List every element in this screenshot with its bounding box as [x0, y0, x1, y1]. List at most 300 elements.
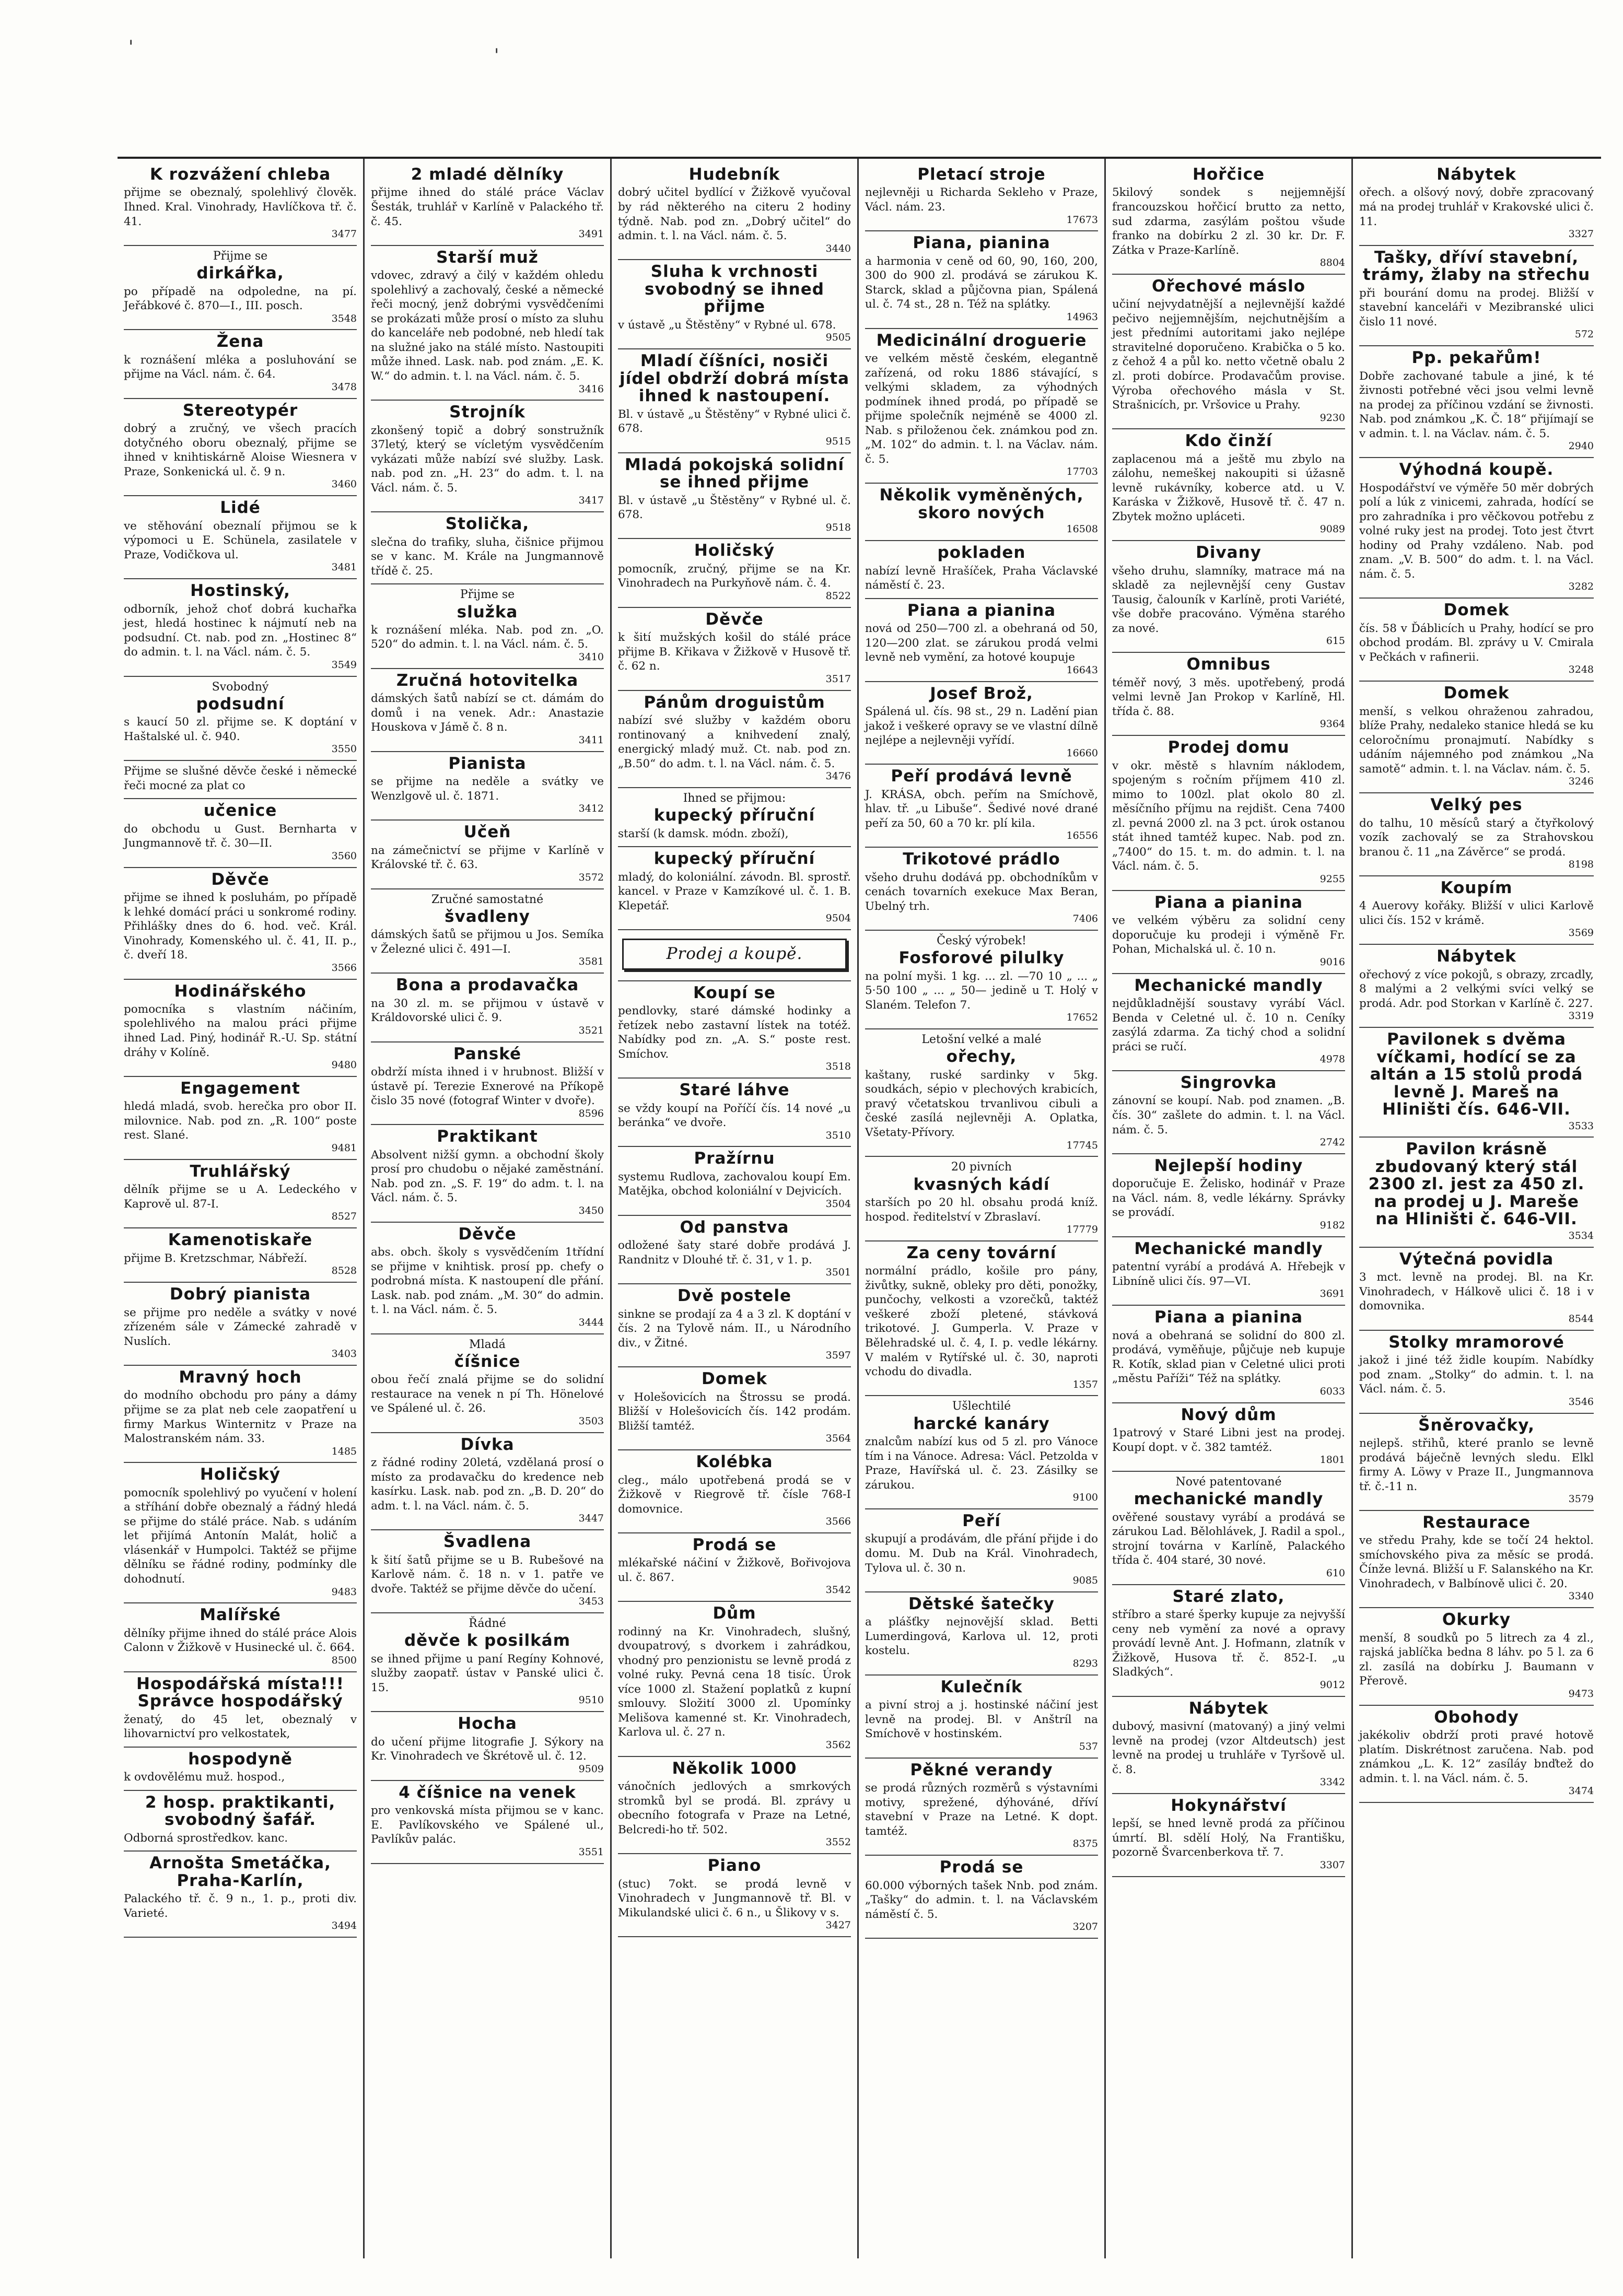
ad-code: 3551	[578, 1846, 604, 1858]
ad-body: na polní myši. 1 kg. ... zl. —70 10 „ ... „ 5·50 100 „ ... „ 50— jedině u T. Holý v Slaném. Telefon 7.	[865, 969, 1098, 1012]
ad-body: Bl. v ústavě „u Štěstěny“ v Rybné ul. č. 678.	[618, 494, 851, 522]
ad-code: 3410	[578, 651, 604, 663]
ad-title: Bona a prodavačka	[395, 976, 579, 995]
ad-intro: Český výrobek!	[937, 934, 1026, 948]
ad-code: 8596	[578, 1107, 604, 1119]
ad-code: 9089	[1320, 523, 1345, 535]
ad-code: 8198	[1568, 859, 1594, 871]
ad-code: 1357	[1072, 1378, 1098, 1390]
classified-ad	[1359, 1248, 1594, 1331]
ad-code: 3548	[331, 312, 357, 324]
ad-title: Divany	[1196, 543, 1262, 563]
ad-title: Truhlářský	[190, 1162, 291, 1181]
ad-body: zkonšený topič a dobrý sonstružník 37letý, který se vícletým vysvědčením vykázati může nabízí své služby. Lask. nab. pod zn. „H. 23“ do adm. t. l. na Václ. nám. č. 5.	[371, 424, 604, 495]
ad-code: 8804	[1320, 257, 1345, 269]
ad-title: Hudebník	[688, 165, 780, 184]
ad-code: 3460	[331, 478, 357, 490]
ad-body: znalcům nabízí kus od 5 zl. pro Vánoce tím i na Vánoce. Adresa: Václ. Petzolda v Praze, Havířská ul. č. 23. Zásilky se zárukou.	[865, 1435, 1098, 1492]
classified-ad	[124, 1077, 357, 1160]
classified-ad	[618, 608, 851, 691]
classified-ad	[124, 399, 357, 496]
ad-title: Okurky	[1442, 1610, 1511, 1630]
ad-body: všeho druhu, slamníky, matrace má na skladě za nejlevnější ceny Gustav Tausig, čalouník v Karlíně, proti Variété, vše dobře pracováno. Výměna starého za nové.	[1112, 564, 1345, 635]
classified-ad	[371, 974, 604, 1042]
ad-body: hledá mladá, svob. herečka pro obor II. milovnice. Nab. pod zn. „R. 100“ poste rest. Slané.	[124, 1100, 357, 1142]
ad-body: přijme se obeznalý, spolehlivý člověk. Ihned. Kral. Vinohrady, Havlíčkova tř. č. 41.	[124, 186, 357, 228]
classified-ad	[1112, 541, 1345, 653]
ad-code: 3501	[825, 1267, 851, 1279]
classified-ad	[618, 1216, 851, 1284]
classified-ad	[1112, 275, 1345, 429]
ad-title: Pavilonek s dvěma víčkami, hodící se za altán a 15 stolů prodá levně J. Mareš na Hliništi čís. 646-VII.	[1370, 1030, 1583, 1119]
ad-title: Omnibus	[1186, 655, 1271, 674]
ad-code: 3411	[578, 734, 604, 746]
classified-ad	[618, 847, 851, 930]
ad-title: Výtečná povidla	[1399, 1249, 1554, 1269]
ad-code: 2940	[1568, 440, 1594, 452]
ad-code: 3282	[1568, 581, 1594, 593]
ad-body: a harmonia v ceně od 60, 90, 160, 200, 300 do 900 zl. prodává se zárukou K. Starck, sklad a půjčovna pian, Spálená ul. č. 74 st., 28 n. Též na splátky.	[865, 254, 1098, 311]
ad-title: pokladen	[937, 543, 1026, 563]
classified-ad	[865, 1592, 1098, 1676]
ad-body: vdovec, zdravý a čilý v každém ohledu spolehlivý a zachovalý, české a německé řeči mocný, jenž dobrými vysvědčeními se prokázati může prosí o místo za sluhu do kanceláře neb podobné, neb hledí tak na služné jako na stálé místo. Nastoupiti může ihned. Lask. nab. pod znám. „E. K. W.“ do admin. t. l. na Václ. nám. č. 5.	[371, 269, 604, 383]
ad-title: Mladá pokojská solidní se ihned přijme	[624, 455, 845, 492]
ad-body: jakékoliv obdrží proti pravé hotově platím. Diskrétnost zaručena. Nab. pod známkou „L. K. 12“ zasíláy bnďtež do admin. t. l. na Václ. nám. č. 5.	[1359, 1729, 1594, 1785]
ad-title: Učeň	[463, 823, 511, 842]
ad-body: Hospodářství ve výměře 50 měr dobrých polí a lúk z vinicemi, zahrada, hodící se pro zahradníka i pro věčkovou potřebu z volné ruky jest na prodej. Toto jest čtvrt hodiny od Prahy vzdáleno. Nab. pod znam. „V. B. 500“ do adm. t. l. na Václ. nám. č. 5.	[1359, 481, 1594, 581]
classified-ad	[1112, 1237, 1345, 1306]
ad-body: systemu Rudlova, zachovalou koupí Em. Matějka, obchod koloniální v Dejvicích.	[618, 1170, 851, 1198]
ad-body: se přijme pro neděle a svátky v nové zřízeném sále v Zámecké zahradě v Nuslích.	[124, 1306, 357, 1348]
ad-code: 9473	[1568, 1688, 1594, 1700]
ad-body: jakož i jiné též židle koupím. Nabídky pod znam. „Stolky“ do admin. t. l. na Václ. nám. č. 5.	[1359, 1354, 1594, 1396]
classified-ad	[1359, 1511, 1594, 1608]
classified-ad	[124, 1852, 357, 1938]
ad-body: se přijme na neděle a svátky ve Wenzlgově ul. č. 1871.	[371, 775, 604, 803]
ad-body: ve velkém městě českém, elegantně zařízená, od roku 1886 stávající, s velkými skladem, za výhodných podmínek ihned prodá, po případě se přijme společník nejméně se 4000 zl. Nab. s přiloženou ček. známkou pod zn. „M. 102“ do admin. t. l. na Václav. nám. č. 5.	[865, 352, 1098, 466]
ad-body: menší, s velkou ohraženou zahradou, blíže Prahy, nedaleko stanice hledá se ku celoročnímu pronajmutí. Nabídky s udáním nájemného pod známkou „Na samotě“ admin. t. l. na Václav. nám. č. 5.	[1359, 705, 1594, 776]
ad-body: dělník přijme se u A. Ledeckého v Kaprově ul. 87-I.	[124, 1183, 357, 1211]
ad-body: starších po 20 hl. obsahu prodá kníž. hospod. ředitelství v Zbraslaví.	[865, 1196, 1098, 1224]
ad-code: 17703	[1066, 466, 1098, 478]
ad-body: 4 Auerovy kořáky. Bližší v ulici Karlově ulici čís. 152 v krámě.	[1359, 899, 1594, 927]
classified-ad	[371, 1781, 604, 1864]
ad-title: švadleny	[445, 907, 530, 926]
ad-title: Starší muž	[436, 248, 539, 267]
ad-title: Peří prodává levně	[891, 767, 1072, 786]
ad-body: a pivní stroj a j. hostinské náčiní jest levně na prodej. Bl. v Anštríl na Smíchově v hostinském.	[865, 1698, 1098, 1741]
ad-body: skupují a prodávám, dle přání přijde i do domu. M. Dub na Král. Vinohradech, Tylova ul. č. 30 n.	[865, 1532, 1098, 1575]
ad-code: 8527	[331, 1211, 357, 1223]
ad-code: 3494	[331, 1920, 357, 1932]
ad-body: v okr. městě s hlavním náklodem, spojeným s ročním příjmem 410 zl. mimo to 100zl. plat okolo 80 zl. měsíčního příjmu na rejdišt. Cena 7400 zl. pevná 2000 zl. na 3 pct. úrok ostanou stát ihned tamtéž kupec. Nab. pod zn. „7400“ do 15. t. m. do admin. t. l. na Václ. nám. č. 5.	[1112, 759, 1345, 873]
ad-body: všeho druhu dodává pp. obchodníkům v cenách tovarních exekuce Max Beran, Ubelný trh.	[865, 871, 1098, 913]
ad-title: Piana a pianina	[1154, 1308, 1303, 1327]
ad-code: 3572	[578, 871, 604, 883]
ad-code: 3562	[825, 1739, 851, 1751]
ad-code: 3491	[578, 228, 604, 240]
ad-body: pomocníka s vlastním náčiním, spolehlivého na malou práci přijme ihned Lad. Piný, hodinář R.-U. Sp. státní dráhy v Kolíně.	[124, 1002, 357, 1059]
classified-ad	[124, 579, 357, 676]
ad-code: 3327	[1568, 228, 1594, 240]
ad-title: Kolébka	[696, 1452, 773, 1472]
ad-title: Obohody	[1434, 1707, 1519, 1727]
ad-body: patentní vyrábí a prodává A. Hřebejk v Libníně ulici čís. 97—VI.	[1112, 1260, 1345, 1288]
ad-code: 3549	[331, 659, 357, 671]
classified-ad	[371, 1223, 604, 1334]
ad-body: lepší, se hned levně prodá za příčinou úmrtí. Bl. sdělí Holý, Na Františku, pozorně Švarcenberkova tř. 7.	[1112, 1817, 1345, 1859]
ad-code: 9100	[1072, 1492, 1098, 1504]
ad-title: hospodyně	[188, 1749, 293, 1768]
ad-code: 3450	[578, 1204, 604, 1216]
ad-title: Výhodná koupě.	[1399, 460, 1554, 479]
column-3	[612, 159, 859, 2258]
ad-title: služka	[457, 602, 518, 622]
ad-code: 3564	[825, 1433, 851, 1445]
ad-intro: Mladá	[469, 1338, 506, 1351]
ad-title: mechanické mandly	[1134, 1490, 1324, 1509]
ad-title: Dvě postele	[677, 1286, 792, 1306]
ad-body: Bl. v ústavě „u Štěstěny“ v Rybné ulici č. 678.	[618, 407, 851, 436]
ad-title: kvasných kádí	[913, 1175, 1050, 1194]
ad-body: se prodá různých rozměrů s výstavními motivy, sprežené, dýhováné, dříví stavební v Praze na Letné. K dopt. tamtéž.	[865, 1782, 1098, 1838]
ad-code: 17745	[1066, 1139, 1098, 1151]
column-4	[859, 159, 1106, 2258]
ad-title: Restaurace	[1422, 1513, 1531, 1532]
ad-title: kupecký příruční	[653, 849, 815, 869]
ad-code: 8500	[331, 1654, 357, 1666]
classified-ad	[1359, 945, 1594, 1028]
ad-title: Ořechové máslo	[1151, 276, 1306, 296]
ad-title: Několik vyměněných, skoro nových	[879, 486, 1084, 522]
ad-code: 9255	[1320, 873, 1345, 885]
classified-ad	[371, 889, 604, 974]
ad-code: 3342	[1320, 1776, 1345, 1788]
ad-body: pro venkovská místa přijmou se v kanc. E. Pavlíkovského ve Spálené ul., Pavlíkův palác.	[371, 1804, 604, 1846]
classified-ad	[618, 1450, 851, 1533]
ad-title: Engagement	[180, 1079, 300, 1098]
ad-code: 3534	[1568, 1229, 1594, 1241]
ad-code: 610	[1326, 1567, 1345, 1579]
ad-body: (stuc) 7okt. se prodá levně v Vinohradech v Jungmannově tř. Bl. v Mikulandské ulici č. 6 n., u Šlikovy v s.	[618, 1877, 851, 1919]
classified-ad	[371, 1125, 604, 1222]
ad-title: Kamenotiskaře	[168, 1231, 313, 1250]
ad-title: Domek	[702, 1369, 767, 1389]
ad-body: cleg., málo upotřebená prodá se v Žižkově v Riegrově tř. čísle 768-I domovnice.	[618, 1473, 851, 1516]
classified-ad	[865, 231, 1098, 329]
ad-code: 3579	[1568, 1493, 1594, 1505]
classified-ad	[618, 163, 851, 260]
ad-code: 3691	[1320, 1288, 1345, 1300]
column-2	[365, 159, 612, 2258]
ad-title: Medicinální droguerie	[876, 331, 1087, 350]
ad-title: Hocha	[458, 1714, 517, 1733]
classified-ad	[124, 761, 357, 799]
ad-body: ve stěhování obeznalí přijmou se k výpomoci u E. Schünela, zasilatele v Praze, Vodičkova ul.	[124, 519, 357, 561]
ad-title: Nábytek	[1437, 947, 1516, 966]
classified-ad	[618, 1284, 851, 1367]
ad-body: nejdůkladnější soustavy vyrábí Václ. Benda v Celetné ul. č. 10 n. Ceníky zasýlá zdarma. Za tichý chod a solidní práci se ručí.	[1112, 997, 1345, 1053]
ad-code: 14963	[1066, 311, 1098, 323]
ad-body: doporučuje E. Želisko, hodinář v Praze na Václ. nám. 8, vedle lékárny. Správky se provádí.	[1112, 1177, 1345, 1220]
ad-intro: Zručné samostatné	[431, 893, 544, 906]
classified-ad	[124, 1283, 357, 1366]
ad-body: ověřené soustavy vyrábí a prodává se zárukou Lad. Bělohlávek, J. Radil a spol., strojní továrna v Karlíně, Palackého třída č. 404 staré, 30 nové.	[1112, 1510, 1345, 1567]
ad-code: 3340	[1568, 1590, 1594, 1602]
ad-title: Piana a pianina	[1154, 893, 1303, 912]
ad-title: Trikotové prádlo	[903, 850, 1060, 869]
ad-body: obdrží místa ihned i v hrubnost. Bližší v ústavě pí. Terezie Exnerové na Příkopě čislo 35 nové (fotograf Winter v dvoře).	[371, 1065, 604, 1108]
classified-ad	[865, 848, 1098, 931]
ad-title: Pražírnu	[694, 1149, 775, 1168]
ad-body: dobrý učitel bydlící v Žižkově vyučoval by rád některého na citeru 2 hodiny týdně. Nab. pod zn. „Dobrý učitel“ do admin. t. l. na Václ. nám. č. 5.	[618, 186, 851, 243]
ad-body: vánočních jedlových a smrkových stromků byl se prodá. Bl. zprávy u obecního fotografa v Praze na Letné, Belcredi-ho tř. 502.	[618, 1780, 851, 1836]
ad-code: 3427	[825, 1919, 851, 1931]
ad-code: 3560	[331, 850, 357, 862]
ad-title: Švadlena	[443, 1532, 532, 1552]
ad-title: podsudní	[196, 694, 285, 713]
ad-title: Stolička,	[445, 514, 530, 534]
classified-ad	[618, 981, 851, 1079]
ad-body: a plášťky nejnovější sklad. Betti Lumerdingová, Karlova ul. 12, proti kostelu.	[865, 1615, 1098, 1658]
ad-code: 9481	[331, 1142, 357, 1154]
classified-ad	[124, 980, 357, 1077]
ad-body: Spálená ul. čís. 98 st., 29 n. Ladění pian jakož i veškeré opravy se ve vlastní dílně nejlépe a nejlevněji vyřídí.	[865, 705, 1098, 747]
classified-ad	[865, 1759, 1098, 1856]
ad-intro: Nové patentované	[1175, 1475, 1282, 1489]
ad-body: na zámečnictví se přijme v Karlíně v Královské tř. č. 63.	[371, 844, 604, 872]
ad-code: 3319	[1568, 1010, 1594, 1022]
ad-body: odborník, jehož choť dobrá kuchařka jest, hledá hostinec k nájmutí neb na podsudní. Ct. nab. pod zn. „Hostinec 8“ do admin. t. l. na Václ. nám. č. 5.	[124, 602, 357, 659]
ad-code: 9509	[578, 1763, 604, 1775]
ad-body: k šití mužských košil do stálé práce přijme B. Křikava v Žižkově v Husově tř. č. 62 n.	[618, 631, 851, 673]
ad-title: Koupím	[1440, 878, 1513, 897]
classified-ad	[1359, 793, 1594, 876]
classified-ad	[1112, 1472, 1345, 1585]
ad-body: Palackého tř. č. 9 n., 1. p., proti div. Varieté.	[124, 1892, 357, 1920]
classified-ad	[371, 584, 604, 669]
classified-ad	[371, 1613, 604, 1712]
ad-title: Sluha k vrchnosti svobodný se ihned přijme	[645, 262, 824, 317]
classified-ad	[1112, 1585, 1345, 1697]
classified-ad	[865, 1856, 1098, 1939]
ad-code: 6033	[1320, 1385, 1345, 1397]
ad-body: v Holešovicích na Štrossu se prodá. Bližší v Holešovicích čís. 142 prodám. Bližší tamtéž.	[618, 1390, 851, 1433]
ad-title: Piana a pianina	[907, 601, 1056, 620]
classified-ad	[1359, 1608, 1594, 1705]
ad-body: zánovní se koupí. Nab. pod znamen. „B. čís. 30“ zašlete do admin. t. l. na Václ. nám. č. 5.	[1112, 1094, 1345, 1137]
classified-ad	[865, 682, 1098, 765]
ad-code: 3307	[1320, 1859, 1345, 1871]
ad-title: 4 číšnice na venek	[399, 1783, 576, 1802]
ad-code: 3566	[331, 962, 357, 974]
ad-intro: Řádné	[469, 1617, 506, 1631]
ad-title: Stereotypér	[182, 401, 298, 420]
classified-ad	[1359, 682, 1594, 793]
ad-code: 3246	[1568, 776, 1594, 788]
ad-title: Prodá se	[692, 1535, 777, 1554]
classified-ad	[865, 484, 1098, 541]
ad-body: dámských šatů se přijmou u Jos. Semíka v Železné ulici č. 491—I.	[371, 928, 604, 956]
classified-ad	[1112, 163, 1345, 275]
ad-body: do modního obchodu pro pány a dámy přijme se za plat neb cele zaopatření u firmy Markus Winternitz v Praze na Malostranském nám. 33.	[124, 1389, 357, 1446]
ad-title: Staré zlato,	[1172, 1587, 1285, 1606]
classified-ad	[124, 799, 357, 868]
classified-ad	[371, 512, 604, 584]
ad-code: 9504	[825, 912, 851, 924]
classified-ad	[124, 868, 357, 980]
ad-title: Peří	[962, 1512, 1001, 1531]
ad-body: ve velkém výběru za solidní ceny doporučuje ku prodeji i výměně Fr. Pohan, Michalská ul. č. 10 n.	[1112, 914, 1345, 956]
ad-body: se vždy koupí na Poříčí čís. 14 nové „u beránka“ ve dvoře.	[618, 1102, 851, 1130]
ad-body: ořechový z více pokojů, s obrazy, zrcadly, 8 malými a 2 velkými svíci velký se prodá. Adr. pod Storkan v Karlíně č. 227.	[1359, 968, 1594, 1010]
ad-code: 4978	[1320, 1053, 1345, 1065]
ad-title: Lidé	[220, 498, 261, 518]
ad-title: Nový dům	[1181, 1405, 1277, 1424]
classified-ad	[124, 330, 357, 399]
ad-title: Děvče	[211, 870, 270, 889]
ad-code: 9012	[1320, 1679, 1345, 1691]
ad-title: Panské	[453, 1044, 522, 1063]
ad-code: 3417	[578, 495, 604, 507]
ad-body: k šití šatů přijme se u B. Rubešové na Karlově nám. č. 18 n. v 1. patře ve dvoře. Taktéž se přijme děvče do učení.	[371, 1553, 604, 1596]
ad-body: ve středu Prahy, kde se točí 24 hektol. smíchovského piva za měsíc se prodá. Čínže levná. Bližší u F. Salanského na Kr. Vinohradech, v Balbínově ulici č. 20.	[1359, 1534, 1594, 1590]
classified-ad	[1359, 1028, 1594, 1138]
ad-code: 3444	[578, 1316, 604, 1328]
ad-body: přijme se ihned k posluhám, po případě k lehké domácí práci u sonkromé rodiny. Přihlášky dnes do 6. hod. več. Král. Vinohrady, Komenského ul. č. 41, II. p., č. dveří 18.	[124, 891, 357, 962]
ad-body: odložené šaty staré dobře prodává J. Randnitz v Dlouhé tř. č. 31, v 1. p.	[618, 1239, 851, 1267]
column-1	[118, 159, 365, 2258]
classified-ad	[618, 1079, 851, 1147]
classified-ad	[124, 496, 357, 579]
ad-body: přijme ihned do stálé práce Václav Šesták, truhlář v Karlíně v Palackého tř. č. 45.	[371, 186, 604, 228]
classified-ad	[124, 1748, 357, 1791]
ad-body: přijme B. Kretzschmar, Nábřeží.	[124, 1251, 308, 1265]
ad-code: 3474	[1568, 1785, 1594, 1797]
ad-code: 9505	[825, 332, 851, 344]
ad-title: Josef Brož,	[930, 684, 1033, 703]
ad-code: 16508	[1066, 523, 1098, 535]
ad-code: 2742	[1320, 1137, 1345, 1149]
classified-ad	[1359, 346, 1594, 458]
ad-title: Pletací stroje	[917, 165, 1046, 184]
ad-title: Arnošta Smetáčka, Praha-Karlín,	[149, 1854, 331, 1890]
ad-title: Koupí se	[693, 983, 776, 1002]
classified-ad	[865, 599, 1098, 682]
ad-code: 9364	[1320, 718, 1345, 730]
classified-ad	[1112, 1403, 1345, 1472]
ad-title: Šněrovačky,	[1418, 1415, 1535, 1435]
ad-code: 3412	[578, 803, 604, 815]
ad-title: Tašky, dříví stavební, trámy, žlaby na střechu	[1362, 248, 1591, 285]
ad-code: 3477	[331, 228, 357, 240]
ad-code: 8522	[825, 590, 851, 602]
ad-title: Stolky mramorové	[1388, 1332, 1564, 1352]
classified-ad	[371, 401, 604, 512]
classified-ad	[618, 1533, 851, 1602]
classified-ad	[618, 453, 851, 540]
classified-ad	[618, 1367, 851, 1450]
classified-ad	[1112, 974, 1345, 1071]
classified-ad	[1112, 1306, 1345, 1403]
top-margin	[0, 0, 1623, 157]
ad-title: Pánům droguistům	[644, 693, 825, 712]
ad-code: 3546	[1568, 1396, 1594, 1408]
ad-code: 9515	[825, 435, 851, 447]
classified-ad	[618, 788, 851, 847]
ad-body: Přijme se slušné děvče české i německé řeči mocné za plat co	[124, 765, 357, 792]
classified-ad	[865, 1509, 1098, 1592]
classified-ad	[865, 329, 1098, 484]
classified-ad	[1359, 1331, 1594, 1414]
classified-ad	[1112, 1697, 1345, 1794]
ad-code: 1485	[331, 1445, 357, 1457]
ad-title: Holičský	[200, 1465, 281, 1484]
classified-ad	[865, 765, 1098, 848]
ad-code: 3542	[825, 1584, 851, 1596]
ad-title: Strojník	[449, 403, 526, 422]
ad-code: 3207	[1072, 1921, 1098, 1933]
ad-code: 3440	[825, 242, 851, 254]
ad-code: 537	[1079, 1740, 1098, 1752]
ad-body: 60.000 výborných tašek Nnb. pod znám. „Tašky“ do admin. t. l. na Václavském náměstí č. 5.	[865, 1879, 1098, 1921]
ad-title: Mechanické mandly	[1134, 976, 1323, 995]
classified-ad	[1112, 736, 1345, 891]
ad-code: 3510	[825, 1129, 851, 1141]
ad-body: abs. obch. školy s vysvědčením 1třídní se přijme v knihtisk. prosí pp. chefy o podrobná místa. K nastoupení dle přání. Lask. nab. pod znám. „M. 30“ do admin. t. l. na Václ. nám. č. 5.	[371, 1246, 604, 1317]
classified-ad	[865, 1241, 1098, 1396]
ad-body: pomocník spolehlivý po vyučení v holení a stříhání dobře obeznalý a řádný hledá se přijme do stálé práce. Nab. s udáním let přijímá Antonín Malát, holič a vlásenkář v Humpolci. Taktéž se přijme dělníku se řádné rodiny, podmínky dle dohodnutí.	[124, 1486, 357, 1586]
ad-body: ořech. a olšový nový, dobře zpracovaný má na prodej truhlář v Krakovské ulici č. 11.	[1359, 186, 1594, 228]
ad-title: Mechanické mandly	[1134, 1239, 1323, 1258]
ad-body: k roznášení mléka. Nab. pod zn. „O. 520“ do admin. t. l. na Václ. nám. č. 5.	[371, 623, 604, 651]
ad-title: Kdo činží	[1185, 431, 1272, 451]
ad-body: Odborná sprostředkov. kanc.	[124, 1831, 288, 1845]
ad-intro: Letošní velké a malé	[921, 1033, 1042, 1047]
classified-ad	[865, 1157, 1098, 1241]
ad-code: 3416	[578, 383, 604, 395]
classified-ad	[865, 1396, 1098, 1509]
ad-code: 3503	[578, 1415, 604, 1427]
ad-body: nejlevněji u Richarda Sekleho v Praze, Václ. nám. 23.	[865, 186, 1098, 214]
ad-body: 5kilový sondek s nejjemnější francouzskou hořčicí brutto za netto, sud zdarma, zasýlám poštou všude franko na dobírku 2 zl. 30 kr. Dr. F. Zátka v Praze-Karlíně.	[1112, 186, 1345, 257]
ad-body: Absolvent nižší gymn. a obchodní školy prosí pro chudobu o nějaké zaměstnání. Nab. pod zn. „S. F. 19“ do adm. t. l. na Václ. nám. č. 5.	[371, 1148, 604, 1205]
ad-body: k ovdovělému muž. hospod.,	[124, 1771, 285, 1784]
ad-body: nabízí levně Hrašíček, Praha Václavské náměstí č. 23.	[865, 564, 1098, 592]
column-5	[1106, 159, 1353, 2258]
ad-code: 3478	[331, 381, 357, 393]
classified-ad	[618, 1757, 851, 1854]
classified-ad	[865, 163, 1098, 231]
ad-code: 3597	[825, 1350, 851, 1362]
ad-code: 17652	[1066, 1012, 1098, 1024]
ad-title: Prodá se	[939, 1858, 1024, 1877]
classified-ad	[1112, 891, 1345, 974]
ad-title: kupecký příruční	[653, 806, 815, 825]
ad-code: 3550	[331, 743, 357, 755]
ad-code: 9182	[1320, 1219, 1345, 1231]
classified-ad	[1112, 1071, 1345, 1154]
ad-title: učenice	[203, 801, 277, 821]
ad-code: 3403	[331, 1348, 357, 1360]
classified-ad	[865, 1029, 1098, 1157]
ad-body: sinkne se prodají za 4 a 3 zl. K doptání v čís. 2 na Tylově nám. II., u Národního div., v Žitné.	[618, 1307, 851, 1350]
ad-body: nejlepš. střihů, které pranlo se levně prodává báječně levných sledu. Elkl firmy A. Löwy v Praze II., Jungmannova tř. č.-11 n.	[1359, 1436, 1594, 1493]
ad-title: Pěkné verandy	[910, 1760, 1053, 1779]
ad-intro: Ihned se přijmou:	[683, 792, 786, 805]
ad-body: z řádné rodiny 20letá, vzdělaná prosí o místo za prodavačku do kredence neb kasírku. Lask. nab. pod zn. „B. D. 20“ do adm. t. l. na Václ. nám. č. 5.	[371, 1456, 604, 1513]
ad-title: 2 mladé dělníky	[411, 165, 564, 184]
